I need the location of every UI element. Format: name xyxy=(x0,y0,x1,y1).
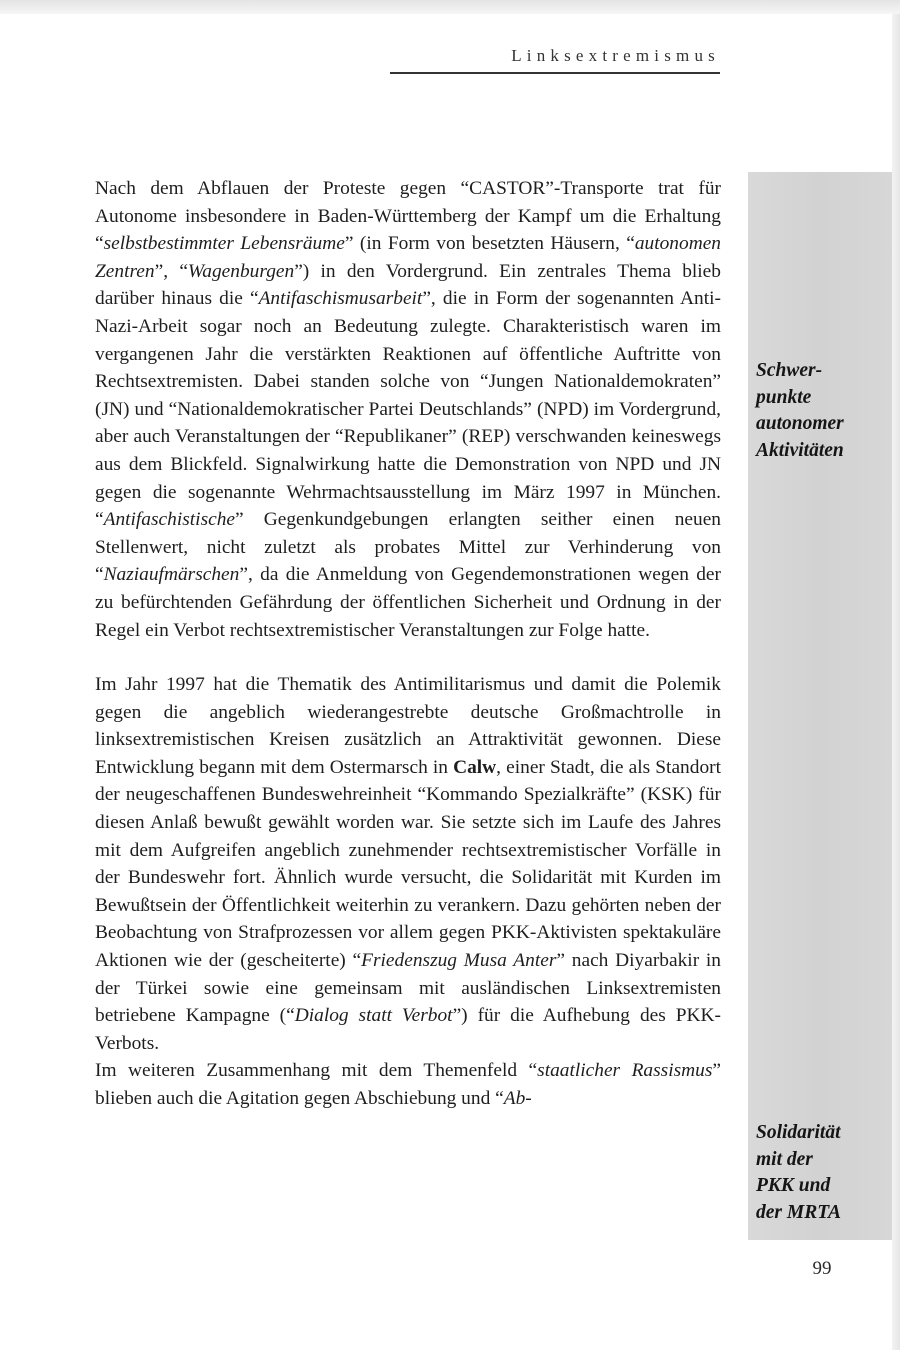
text-run: ” (in Form von besetzten Häusern, “ xyxy=(344,233,635,255)
italic-term: Antifaschismusarbeit xyxy=(258,288,423,310)
paragraph-racism xyxy=(95,1057,721,1112)
text-run: ”, da die Anmeldung von Gegendemonstrationen wegen der zu befürchtenden Gefährdung der öffentlichen Sicherheit und Ordnung in der Regel ein Verbot rechtsextremistischer Veranstaltungen zur Folge hatte. xyxy=(95,564,721,641)
margin-note-line: Solidarität xyxy=(756,1122,841,1143)
text-run: , einer Stadt, die als Standort der neugeschaffenen Bundeswehreinheit “Kommando Spezialkräfte” (KSK) für diesen Anlaß bewußt gewählt worden war. Sie setzte sich im Laufe des Jahres mit dem Aufgreifen angeblich zunehmender rechtsextremistischer Vorfälle in der Bundeswehr fort. Ähnlich wurde versucht, die Solidarität mit Kurden im Bewußtsein der Öffentlichkeit weiterhin zu verankern. Dazu gehörten neben der Beobachtung von Strafprozessen vor allem gegen PKK-Aktivisten spektakuläre Aktionen wie der (gescheiterte) “ xyxy=(95,756,721,972)
running-header: Linksextremismus xyxy=(511,46,720,65)
margin-note-line: punkte xyxy=(756,386,812,408)
italic-term: Friedenszug Musa Anter xyxy=(361,950,557,972)
text-run: Im Jahr 1997 hat die Thematik des Antimilitarismus und damit die Polemik gegen die angeblich wiederangestrebte deutsche Großmachtrolle in linksextremistischen Kreisen zusätzlich an Attraktivität gewonnen. Diese Entwicklung begann mit dem Ostermarsch in xyxy=(95,674,721,778)
page-number: 99 xyxy=(812,1258,832,1279)
text-run: ”, die in Form der sogenannten Anti-Nazi-Arbeit sogar noch an Bedeutung zulegte. Charakteristisch waren im vergangenen Jahr die verstärkten Reaktionen auf öffentliche Auftritte von Rechtsextremisten. Dabei standen solche von “Jungen Nationaldemokraten” (JN) und “Nationaldemokratischer Partei Deutschlands” (NPD) im Vordergrund, aber auch Veranstaltungen der “Republikaner” (REP) verschwanden keineswegs aus dem Blickfeld. Signalwirkung hatte die Demonstration von NPD und JN gegen die sogenannte Wehrmachtsausstellung im März 1997 in München. “ xyxy=(95,288,721,531)
italic-term: Ab- xyxy=(503,1088,532,1109)
italic-term: autonomen Zentren xyxy=(95,233,721,282)
text-run: ” nach Diyarbakir in der Türkei sowie eine gemeinsam mit ausländischen Linksextremisten betriebene Kampagne (“ xyxy=(95,950,722,1027)
scan-right-edge xyxy=(892,14,900,1350)
margin-note-line: autonomer xyxy=(756,413,844,434)
body-text xyxy=(95,175,721,1113)
italic-term: Naziaufmärschen xyxy=(103,564,240,586)
italic-term: Wagenburgen xyxy=(187,260,295,282)
paragraph-antimilitarism xyxy=(95,671,721,1057)
italic-term: staatlicher Rassismus xyxy=(537,1060,713,1082)
text-run: ”, “ xyxy=(154,260,188,282)
italic-term: Antifaschistische xyxy=(103,509,236,531)
italic-term: Dialog statt Verbot xyxy=(294,1005,453,1027)
margin-band xyxy=(748,172,892,1240)
margin-note-solidarity xyxy=(756,1120,888,1226)
margin-note-line: Schwer- xyxy=(756,360,823,381)
text-run: ” blieben auch die Agitation gegen Abschiebung und “ xyxy=(95,1060,721,1109)
margin-note-line: PKK und xyxy=(756,1175,831,1196)
header-rule xyxy=(390,72,720,74)
text-run: ”) für die Aufhebung des PKK-Verbots. xyxy=(95,1005,722,1054)
bold-term: Calw xyxy=(453,756,497,778)
text-run: Nach dem Abflauen der Proteste gegen “CASTOR”-Transporte trat für Autonome insbesondere in Baden-Württemberg der Kampf um die Erhaltung “ xyxy=(95,178,721,255)
margin-note-line: mit der xyxy=(756,1148,813,1170)
margin-note-autonomous-focus xyxy=(756,358,888,464)
scan-top-edge xyxy=(0,0,900,14)
text-run: ” Gegenkundgebungen erlangten seither einen neuen Stellenwert, nicht zuletzt als probates Mittel zur Verhinderung von “ xyxy=(95,509,721,586)
margin-note-line: Aktivitäten xyxy=(756,439,844,461)
text-run: ”) in den Vordergrund. Ein zentrales Thema blieb darüber hinaus die “ xyxy=(95,260,721,310)
text-run: Im weiteren Zusammenhang mit dem Themenfeld “ xyxy=(95,1060,538,1082)
paragraph-autonomous-activities xyxy=(95,175,721,644)
italic-term: selbstbestimmter Lebensräume xyxy=(103,233,345,255)
margin-note-line: der MRTA xyxy=(756,1201,842,1223)
